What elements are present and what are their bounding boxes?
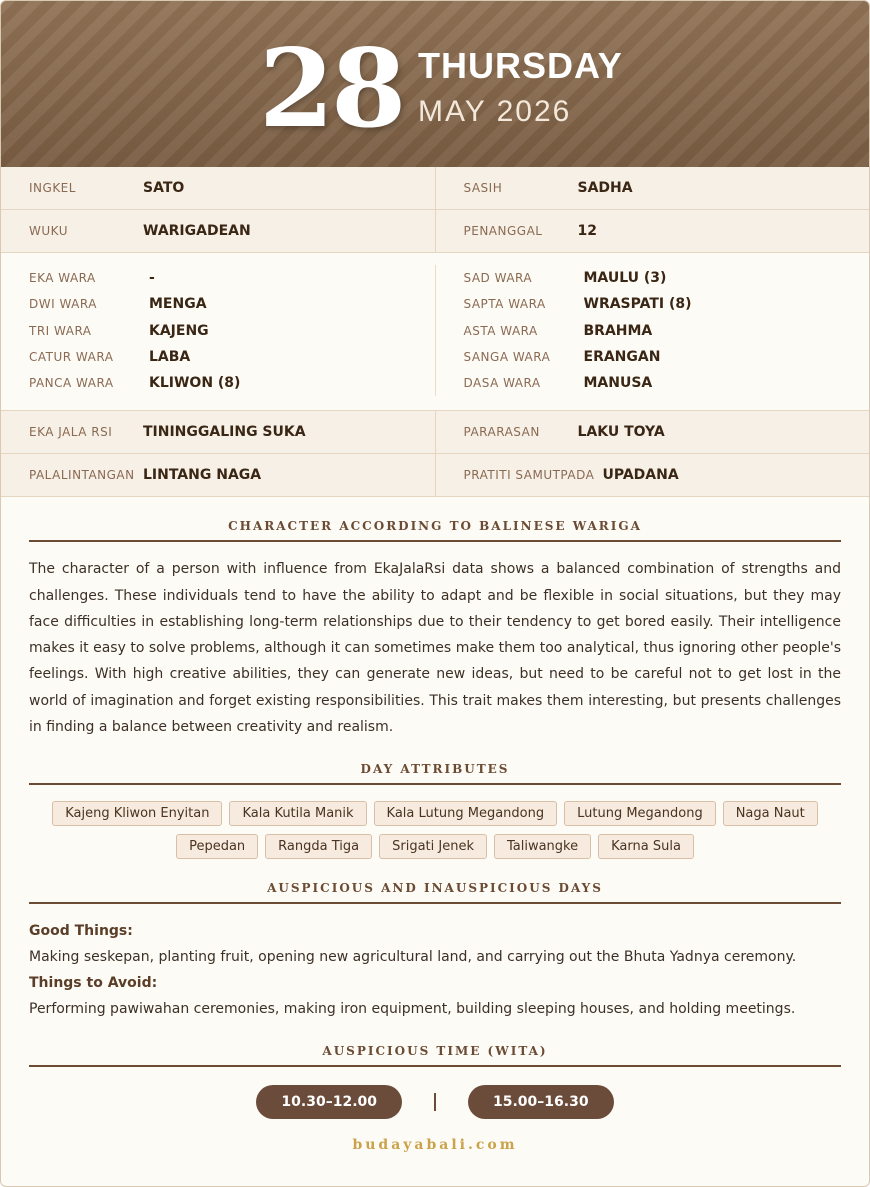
info-cell-wuku [1, 210, 435, 252]
things-to-avoid-text: Performing pawiwahan ceremonies, making iron equipment, building sleeping houses, and holding meetings. [29, 1000, 796, 1017]
attribute-tag: Kajeng Kliwon Enyitan [52, 801, 222, 826]
things-to-avoid-heading: Things to Avoid: [29, 974, 158, 991]
info-cell-ingkel [1, 167, 435, 209]
info-label: WUKU [29, 224, 68, 238]
info-label: PARARASAN [463, 425, 540, 440]
attribute-tag: Rangda Tiga [265, 834, 372, 859]
wara-value: ERANGAN [583, 349, 661, 366]
wara-label: DASA WARA [463, 376, 541, 391]
info-label: EKA JALA RSI [29, 425, 113, 440]
wara-row [464, 291, 870, 317]
info-cell-pararasan [435, 411, 870, 453]
attribute-tag: Srigati Jenek [379, 834, 487, 859]
wara-value: KAJENG [149, 322, 209, 339]
wara-row [464, 370, 870, 396]
wara-label: ASTA WARA [463, 323, 538, 338]
wara-label: EKA WARA [29, 271, 96, 286]
info-cell-palalintangan [1, 454, 435, 496]
wara-row [464, 318, 870, 344]
attribute-tag: Kala Kutila Manik [229, 801, 366, 826]
wara-row [464, 344, 870, 370]
info-cell-pratiti-samutpada [435, 454, 870, 496]
info-row-palalintangan [1, 454, 869, 497]
attribute-tag: Naga Naut [723, 801, 818, 826]
wara-value: - [149, 270, 155, 287]
wara-row [29, 291, 435, 317]
info-value: TININGGALING SUKA [143, 424, 306, 441]
info-label: SASIH [463, 181, 503, 195]
attribute-tag: Taliwangke [494, 834, 591, 859]
attribute-tag: Karna Sula [598, 834, 694, 859]
weekday-label: THURSDAY [418, 45, 623, 86]
date-header [1, 1, 869, 167]
info-row-eka-jala-rsi [1, 411, 869, 454]
wara-value: MAULU (3) [583, 270, 667, 287]
info-row-ingkel [1, 167, 869, 210]
attribute-tag: Lutung Megandong [564, 801, 716, 826]
wara-row [29, 344, 435, 370]
attributes-section-title: DAY ATTRIBUTES [29, 762, 841, 785]
time-slot-pill: 15.00–16.30 [468, 1085, 614, 1119]
info-label: PALALINTANGAN [29, 468, 135, 483]
info-value: SATO [143, 180, 185, 196]
attribute-tags [41, 801, 829, 859]
info-cell-eka-jala-rsi [1, 411, 435, 453]
wara-row [29, 265, 435, 291]
info-value: UPADANA [602, 467, 679, 484]
wara-column-right [435, 265, 870, 396]
wara-value: LABA [149, 349, 191, 366]
time-slots [1, 1085, 869, 1119]
info-label: PRATITI SAMUTPADA [463, 468, 595, 483]
wara-value: MANUSA [583, 375, 653, 392]
wara-row [464, 265, 870, 291]
wara-label: SAPTA WARA [463, 297, 546, 312]
info-label: PENANGGAL [463, 224, 543, 238]
wara-column-left [1, 265, 435, 396]
info-value: WARIGADEAN [143, 223, 251, 239]
character-section-title: CHARACTER ACCORDING TO BALINESE WARIGA [29, 519, 841, 542]
wara-row [29, 370, 435, 396]
time-separator [434, 1093, 436, 1111]
month-year-label: MAY 2026 [418, 95, 572, 128]
info-value: LAKU TOYA [577, 424, 665, 441]
wara-value: WRASPATI (8) [583, 296, 692, 313]
info-cell-penanggal [435, 210, 870, 252]
wara-label: DWI WARA [29, 297, 97, 312]
site-footer: budayabali.com [352, 1136, 518, 1153]
info-value: SADHA [577, 180, 633, 196]
wara-value: KLIWON (8) [149, 375, 241, 392]
wara-label: PANCA WARA [29, 376, 114, 391]
info-row-wuku [1, 210, 869, 253]
good-things-text: Making seskepan, planting fruit, opening new agricultural land, and carrying out the Bhuta Yadnya ceremony. [29, 948, 797, 965]
wara-label: SANGA WARA [463, 350, 551, 365]
wara-value: MENGA [149, 296, 207, 313]
wara-label: CATUR WARA [29, 350, 114, 365]
wara-label: SAD WARA [463, 271, 533, 286]
info-label: INGKEL [29, 181, 76, 195]
wara-table [1, 253, 869, 411]
info-value: LINTANG NAGA [143, 467, 262, 484]
wara-row [29, 318, 435, 344]
wara-value: BRAHMA [583, 322, 653, 339]
time-slot-pill: 10.30–12.00 [256, 1085, 402, 1119]
info-value: 12 [577, 223, 597, 239]
wara-label: TRI WARA [29, 323, 92, 338]
auspicious-content [29, 918, 841, 1022]
auspicious-section-title: AUSPICIOUS AND INAUSPICIOUS DAYS [29, 881, 841, 904]
info-cell-sasih [435, 167, 870, 209]
character-description: The character of a person with influence from EkaJalaRsi data shows a balanced combination of strengths and challenges. These individuals tend to have the ability to adapt and be flexible in social situations, but they may face difficulties in establishing long-term relationships due to their tendency to get bored easily. Their intelligence makes it easy to solve problems, although it can sometimes make them too analytical, thus ignoring other people's feelings. With high creative abilities, they can generate new ideas, but need to be careful not to get lost in the world of imagination and forget existing responsibilities. This trait makes them interesting, but presents challenges in finding a balance between creativity and realism. [29, 561, 841, 735]
time-section-title: AUSPICIOUS TIME (WITA) [29, 1044, 841, 1067]
good-things-heading: Good Things: [29, 922, 133, 939]
attribute-tag: Kala Lutung Megandong [374, 801, 558, 826]
attribute-tag: Pepedan [176, 834, 258, 859]
day-number: 28 [259, 26, 404, 152]
